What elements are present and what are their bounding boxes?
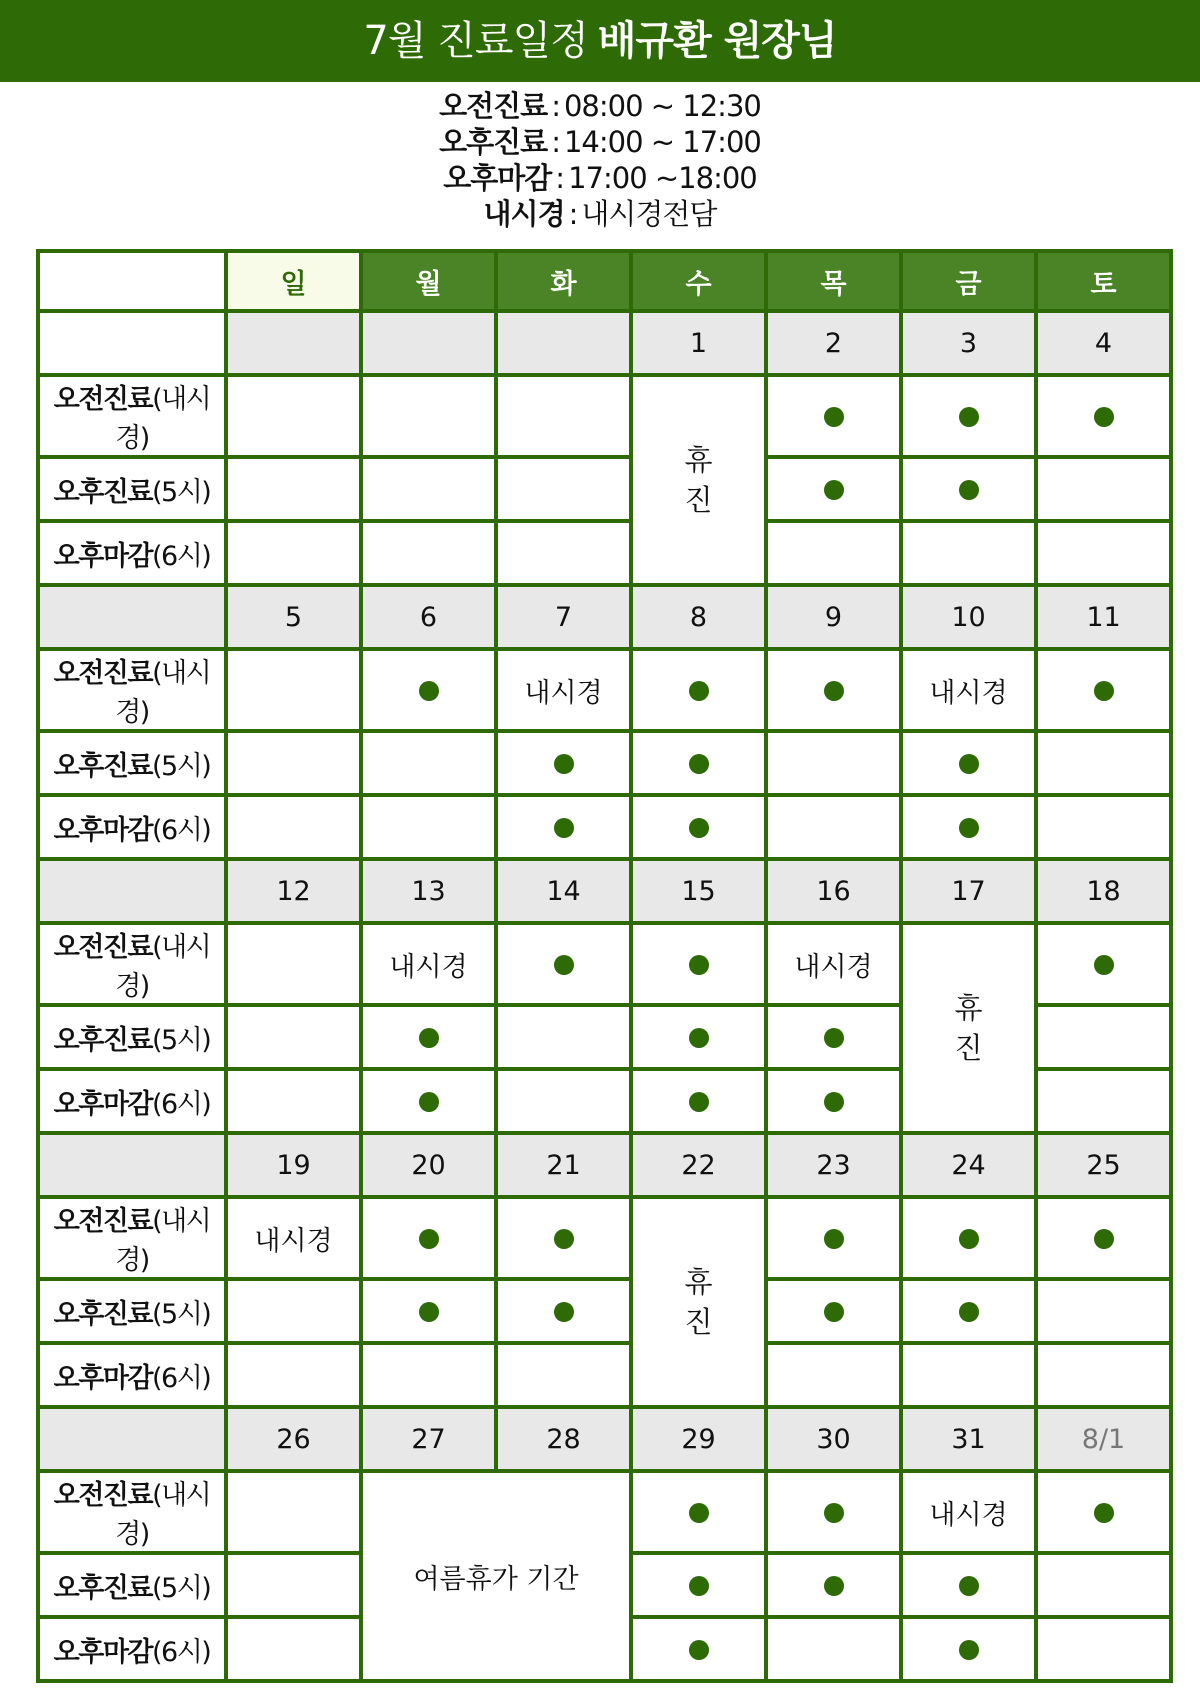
slot-cell — [226, 923, 361, 1005]
slot-cell — [226, 795, 361, 859]
date-cell: 19 — [226, 1133, 361, 1197]
closed-text: 휴 — [684, 1265, 713, 1299]
slot-cell — [361, 457, 496, 521]
date-cell: 12 — [226, 859, 361, 923]
open-dot-icon — [1094, 955, 1114, 975]
slot-cell — [766, 1471, 901, 1553]
slot-cell — [766, 1553, 901, 1617]
hours-row-am: 오전진료 : 08:00 ~ 12:30 — [439, 89, 761, 123]
slot-cell — [1036, 923, 1171, 1005]
open-dot-icon — [419, 1229, 439, 1249]
open-dot-icon — [959, 1640, 979, 1660]
slot-row-late — [38, 1343, 1171, 1407]
slot-cell — [766, 521, 901, 585]
slot-cell — [226, 1069, 361, 1133]
endoscopy-text: 내시경 — [929, 677, 1008, 709]
slot-row-am — [38, 1197, 1171, 1279]
slot-label-pm: 오후진료(5시) — [38, 1279, 226, 1343]
open-dot-icon — [824, 1092, 844, 1112]
slot-cell — [226, 1279, 361, 1343]
title-doctor: 배규환 원장님 — [597, 18, 837, 64]
slot-label-late: 오후마감(6시) — [38, 521, 226, 585]
date-row — [38, 1133, 1171, 1197]
slot-cell — [1036, 1617, 1171, 1681]
vacation-cell — [361, 1471, 631, 1681]
open-dot-icon — [824, 681, 844, 701]
slot-label-am: 오전진료(내시경) — [38, 375, 226, 457]
open-dot-icon — [689, 955, 709, 975]
slot-cell — [361, 521, 496, 585]
hours-row-late: 오후마감 : 17:00 ~18:00 — [443, 161, 757, 195]
open-dot-icon — [824, 1503, 844, 1523]
open-dot-icon — [959, 480, 979, 500]
open-dot-icon — [554, 1302, 574, 1322]
open-dot-icon — [824, 1028, 844, 1048]
open-dot-icon — [419, 1028, 439, 1048]
header-corner — [38, 251, 226, 311]
slot-cell — [496, 923, 631, 1005]
open-dot-icon — [1094, 1229, 1114, 1249]
open-dot-icon — [1094, 407, 1114, 427]
slot-cell — [496, 1005, 631, 1069]
slot-cell — [631, 1069, 766, 1133]
slot-cell — [496, 457, 631, 521]
slot-cell — [496, 795, 631, 859]
slot-cell — [1036, 1553, 1171, 1617]
slot-cell — [901, 375, 1036, 457]
slot-cell — [226, 1343, 361, 1407]
slot-cell — [226, 731, 361, 795]
slot-row-pm — [38, 457, 1171, 521]
endoscopy-text: 내시경 — [929, 1499, 1008, 1531]
date-row — [38, 859, 1171, 923]
date-cell: 6 — [361, 585, 496, 649]
slot-cell — [631, 1471, 766, 1553]
date-cell: 1 — [631, 311, 766, 375]
date-cell — [361, 311, 496, 375]
slot-row-late — [38, 795, 1171, 859]
date-cell: 29 — [631, 1407, 766, 1471]
slot-cell — [226, 521, 361, 585]
slot-cell — [226, 1197, 361, 1279]
slot-cell — [496, 375, 631, 457]
date-cell — [226, 311, 361, 375]
date-row — [38, 585, 1171, 649]
slot-cell — [766, 1343, 901, 1407]
date-cell: 7 — [496, 585, 631, 649]
closed-cell — [901, 923, 1036, 1133]
date-cell: 13 — [361, 859, 496, 923]
endoscopy-text: 내시경 — [254, 1225, 333, 1257]
open-dot-icon — [959, 407, 979, 427]
slot-row-am — [38, 1471, 1171, 1553]
slot-cell — [1036, 1069, 1171, 1133]
slot-cell — [496, 1069, 631, 1133]
open-dot-icon — [689, 1576, 709, 1596]
slot-label-am: 오전진료(내시경) — [38, 649, 226, 731]
open-dot-icon — [1094, 1503, 1114, 1523]
date-cell: 9 — [766, 585, 901, 649]
date-cell: 14 — [496, 859, 631, 923]
slot-cell — [901, 1197, 1036, 1279]
open-dot-icon — [824, 407, 844, 427]
date-cell: 8 — [631, 585, 766, 649]
weekday-wed: 수 — [631, 251, 766, 311]
open-dot-icon — [959, 754, 979, 774]
slot-cell — [361, 1279, 496, 1343]
slot-cell — [1036, 1279, 1171, 1343]
open-dot-icon — [959, 818, 979, 838]
slot-cell — [1036, 1471, 1171, 1553]
slot-cell — [766, 375, 901, 457]
open-dot-icon — [824, 1229, 844, 1249]
open-dot-icon — [554, 754, 574, 774]
open-dot-icon — [959, 1302, 979, 1322]
date-cell: 27 — [361, 1407, 496, 1471]
slot-cell — [766, 1279, 901, 1343]
slot-cell — [496, 521, 631, 585]
open-dot-icon — [689, 1028, 709, 1048]
schedule-table-wrap — [36, 249, 1173, 1683]
open-dot-icon — [554, 1229, 574, 1249]
slot-cell — [631, 649, 766, 731]
slot-cell — [361, 375, 496, 457]
slot-cell — [496, 731, 631, 795]
slot-cell — [901, 731, 1036, 795]
open-dot-icon — [689, 1640, 709, 1660]
date-cell: 16 — [766, 859, 901, 923]
slot-row-pm — [38, 1279, 1171, 1343]
date-row-label — [38, 585, 226, 649]
slot-cell — [1036, 457, 1171, 521]
slot-row-am — [38, 649, 1171, 731]
date-cell: 31 — [901, 1407, 1036, 1471]
hours-row-pm: 오후진료 : 14:00 ~ 17:00 — [439, 125, 761, 159]
date-cell: 15 — [631, 859, 766, 923]
slot-cell — [901, 457, 1036, 521]
closed-cell — [631, 1197, 766, 1407]
open-dot-icon — [419, 681, 439, 701]
weekday-sat: 토 — [1036, 251, 1171, 311]
slot-row-pm — [38, 731, 1171, 795]
weekday-thu: 목 — [766, 251, 901, 311]
slot-cell — [1036, 649, 1171, 731]
date-row-label — [38, 1407, 226, 1471]
slot-cell — [361, 1005, 496, 1069]
date-cell: 22 — [631, 1133, 766, 1197]
slot-cell — [766, 731, 901, 795]
date-cell: 23 — [766, 1133, 901, 1197]
date-cell: 11 — [1036, 585, 1171, 649]
slot-cell — [361, 1343, 496, 1407]
slot-row-am — [38, 923, 1171, 1005]
open-dot-icon — [689, 681, 709, 701]
date-row — [38, 1407, 1171, 1471]
date-row-label — [38, 311, 226, 375]
slot-cell — [901, 1343, 1036, 1407]
date-row — [38, 311, 1171, 375]
slot-cell — [631, 1617, 766, 1681]
slot-cell — [901, 1279, 1036, 1343]
slot-label-late: 오후마감(6시) — [38, 1069, 226, 1133]
date-row-label — [38, 859, 226, 923]
date-row-label — [38, 1133, 226, 1197]
date-cell: 30 — [766, 1407, 901, 1471]
slot-cell — [361, 923, 496, 1005]
slot-label-late: 오후마감(6시) — [38, 1617, 226, 1681]
slot-cell — [226, 1005, 361, 1069]
slot-cell — [766, 1617, 901, 1681]
date-cell: 21 — [496, 1133, 631, 1197]
slot-cell — [1036, 1197, 1171, 1279]
slot-cell — [1036, 795, 1171, 859]
slot-cell — [901, 649, 1036, 731]
slot-cell — [361, 1069, 496, 1133]
schedule-table — [36, 249, 1173, 1683]
date-cell: 26 — [226, 1407, 361, 1471]
closed-cell — [631, 375, 766, 585]
open-dot-icon — [419, 1092, 439, 1112]
open-dot-icon — [824, 1302, 844, 1322]
slot-cell — [226, 649, 361, 731]
page-title — [0, 0, 1200, 82]
date-cell: 10 — [901, 585, 1036, 649]
slot-label-pm: 오후진료(5시) — [38, 731, 226, 795]
slot-cell — [361, 731, 496, 795]
slot-row-late — [38, 521, 1171, 585]
slot-cell — [901, 1553, 1036, 1617]
date-cell: 3 — [901, 311, 1036, 375]
slot-cell — [1036, 521, 1171, 585]
slot-cell — [361, 1197, 496, 1279]
slot-cell — [496, 1279, 631, 1343]
closed-text: 휴 — [684, 443, 713, 477]
slot-cell — [226, 1617, 361, 1681]
date-cell: 18 — [1036, 859, 1171, 923]
slot-cell — [631, 795, 766, 859]
open-dot-icon — [689, 818, 709, 838]
weekday-fri: 금 — [901, 251, 1036, 311]
weekday-header — [38, 251, 1171, 311]
slot-label-am: 오전진료(내시경) — [38, 1471, 226, 1553]
date-cell: 24 — [901, 1133, 1036, 1197]
slot-label-late: 오후마감(6시) — [38, 1343, 226, 1407]
slot-cell — [496, 649, 631, 731]
endoscopy-text: 내시경 — [524, 677, 603, 709]
open-dot-icon — [419, 1302, 439, 1322]
open-dot-icon — [689, 754, 709, 774]
slot-cell — [226, 457, 361, 521]
hours-info — [0, 88, 1200, 232]
open-dot-icon — [824, 1576, 844, 1596]
open-dot-icon — [959, 1576, 979, 1596]
slot-label-am: 오전진료(내시경) — [38, 1197, 226, 1279]
slot-cell — [766, 1069, 901, 1133]
weekday-tue: 화 — [496, 251, 631, 311]
weekday-mon: 월 — [361, 251, 496, 311]
vacation-text: 여름휴가 기간 — [413, 1563, 579, 1595]
slot-label-pm: 오후진료(5시) — [38, 1553, 226, 1617]
date-cell: 5 — [226, 585, 361, 649]
slot-cell — [766, 923, 901, 1005]
open-dot-icon — [959, 1229, 979, 1249]
slot-row-am — [38, 375, 1171, 457]
slot-cell — [361, 795, 496, 859]
slot-cell — [1036, 1343, 1171, 1407]
date-cell — [496, 311, 631, 375]
date-cell: 20 — [361, 1133, 496, 1197]
slot-cell — [901, 1471, 1036, 1553]
slot-cell — [901, 795, 1036, 859]
title-month: 7월 진료일정 — [363, 18, 588, 64]
open-dot-icon — [689, 1503, 709, 1523]
slot-cell — [226, 1471, 361, 1553]
slot-cell — [901, 521, 1036, 585]
date-cell-next-month: 8/1 — [1036, 1407, 1171, 1471]
slot-cell — [631, 1005, 766, 1069]
slot-label-pm: 오후진료(5시) — [38, 1005, 226, 1069]
date-cell: 2 — [766, 311, 901, 375]
slot-cell — [631, 1553, 766, 1617]
slot-cell — [361, 649, 496, 731]
hours-row-endoscopy: 내시경 : 내시경전담 — [483, 197, 717, 231]
slot-cell — [766, 457, 901, 521]
slot-cell — [766, 649, 901, 731]
date-cell: 25 — [1036, 1133, 1171, 1197]
slot-label-late: 오후마감(6시) — [38, 795, 226, 859]
date-cell: 4 — [1036, 311, 1171, 375]
open-dot-icon — [554, 955, 574, 975]
slot-label-am: 오전진료(내시경) — [38, 923, 226, 1005]
slot-cell — [766, 795, 901, 859]
slot-cell — [631, 731, 766, 795]
slot-cell — [226, 1553, 361, 1617]
open-dot-icon — [689, 1092, 709, 1112]
open-dot-icon — [824, 480, 844, 500]
slot-cell — [1036, 375, 1171, 457]
date-cell: 17 — [901, 859, 1036, 923]
closed-text: 진 — [684, 1305, 713, 1339]
slot-cell — [766, 1005, 901, 1069]
endoscopy-text: 내시경 — [794, 951, 873, 983]
date-cell: 28 — [496, 1407, 631, 1471]
slot-cell — [766, 1197, 901, 1279]
weekday-sun: 일 — [226, 251, 361, 311]
slot-cell — [631, 923, 766, 1005]
slot-cell — [496, 1197, 631, 1279]
closed-text: 진 — [684, 483, 713, 517]
open-dot-icon — [1094, 681, 1114, 701]
open-dot-icon — [554, 818, 574, 838]
closed-text: 휴 — [954, 991, 983, 1025]
slot-cell — [1036, 1005, 1171, 1069]
closed-text: 진 — [954, 1031, 983, 1065]
slot-cell — [901, 1617, 1036, 1681]
slot-cell — [226, 375, 361, 457]
endoscopy-text: 내시경 — [389, 951, 468, 983]
slot-cell — [496, 1343, 631, 1407]
slot-cell — [1036, 731, 1171, 795]
slot-label-pm: 오후진료(5시) — [38, 457, 226, 521]
